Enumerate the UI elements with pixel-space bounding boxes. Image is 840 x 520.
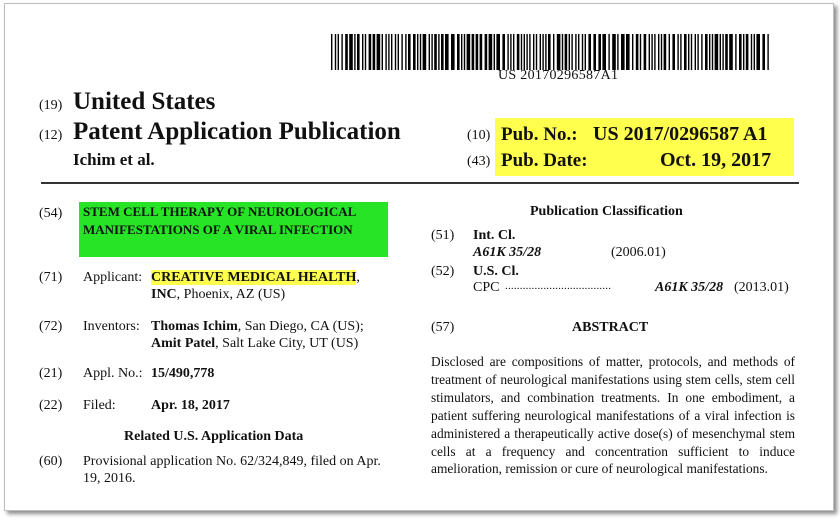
applicant-name-1: CREATIVE MEDICAL HEALTH [151, 270, 357, 285]
inventor-2-location: , Salt Lake City, UT (US) [215, 336, 359, 351]
code-21: (21) [39, 366, 63, 381]
applicant-name-2: INC [151, 287, 177, 302]
pub-no-value: US 2017/0296587 A1 [593, 123, 768, 145]
barcode-number: US 20170296587A1 [498, 68, 619, 83]
appl-no-label: Appl. No.: [83, 366, 143, 381]
cpc-code: A61K 35/28 [655, 280, 724, 295]
cpc-date: (2013.01) [734, 280, 789, 295]
applicant-label: Applicant: [83, 270, 143, 285]
us-cl-label: U.S. Cl. [473, 264, 519, 279]
pub-date-label: Pub. Date: [501, 150, 588, 171]
barcode-image [331, 34, 771, 70]
code-72: (72) [39, 319, 63, 334]
code-52: (52) [431, 264, 455, 279]
applicant-location: , Phoenix, AZ (US) [176, 287, 286, 302]
abstract-heading: ABSTRACT [572, 320, 649, 335]
header-divider [41, 182, 799, 184]
code-71: (71) [39, 270, 63, 285]
cpc-label: CPC [473, 280, 500, 295]
int-cl-label: Int. Cl. [473, 228, 516, 243]
inventor-1-name: Thomas Ichim [151, 319, 238, 334]
appl-no-value: 15/490,778 [151, 366, 215, 381]
provisional-line-1: Provisional application No. 62/324,849, filed on Apr. [83, 454, 381, 469]
code-43: (43) [467, 154, 491, 169]
inventor-2 [151, 336, 358, 352]
inventor-2-name: Amit Patel [151, 336, 216, 351]
code-57: (57) [431, 320, 455, 335]
filed-value: Apr. 18, 2017 [151, 398, 230, 413]
pub-date-value: Oct. 19, 2017 [660, 149, 772, 171]
filed-label: Filed: [83, 398, 116, 413]
patent-page [4, 3, 834, 511]
applicant-line-2 [151, 287, 285, 303]
inventor-1-location: , San Diego, CA (US); [237, 319, 364, 334]
code-22: (22) [39, 398, 63, 413]
inventor-1 [151, 319, 364, 335]
cpc-dots: .................................... [505, 280, 612, 292]
classification-heading: Publication Classification [530, 204, 683, 219]
int-cl-code: A61K 35/28 [473, 245, 542, 260]
code-51: (51) [431, 228, 455, 243]
inventors-label: Inventors: [83, 319, 140, 334]
applicant-line-1 [151, 270, 360, 286]
pub-no-label: Pub. No.: [501, 124, 578, 145]
int-cl-date: (2006.01) [611, 245, 666, 260]
code-60: (60) [39, 454, 63, 469]
document-type-title: Patent Application Publication [73, 118, 401, 145]
code-54: (54) [39, 206, 63, 221]
code-12: (12) [39, 128, 63, 143]
code-19: (19) [39, 98, 63, 113]
country-title: United States [73, 88, 216, 115]
authors: Ichim et al. [73, 150, 155, 169]
related-data-heading: Related U.S. Application Data [124, 429, 304, 444]
code-10: (10) [467, 128, 491, 143]
applicant-comma: , [356, 270, 360, 285]
invention-title: STEM CELL THERAPY OF NEUROLOGICAL MANIFESTATIONS OF A VIRAL INFECTION [79, 202, 388, 257]
abstract-text: Disclosed are compositions of matter, protocols, and methods of treatment of neurological manifestations using stem cells, stem cell stimulators, and combination treatments. In one embodiment, a patient suffering neurological manifestations of a viral infection is administered a therapeutically active dose(s) of mesenchymal stem cells at a frequency and concentration sufficient to induce amelioration, remission or cure of neurological manifestations. [431, 354, 795, 477]
provisional-line-2: 19, 2016. [83, 471, 136, 486]
